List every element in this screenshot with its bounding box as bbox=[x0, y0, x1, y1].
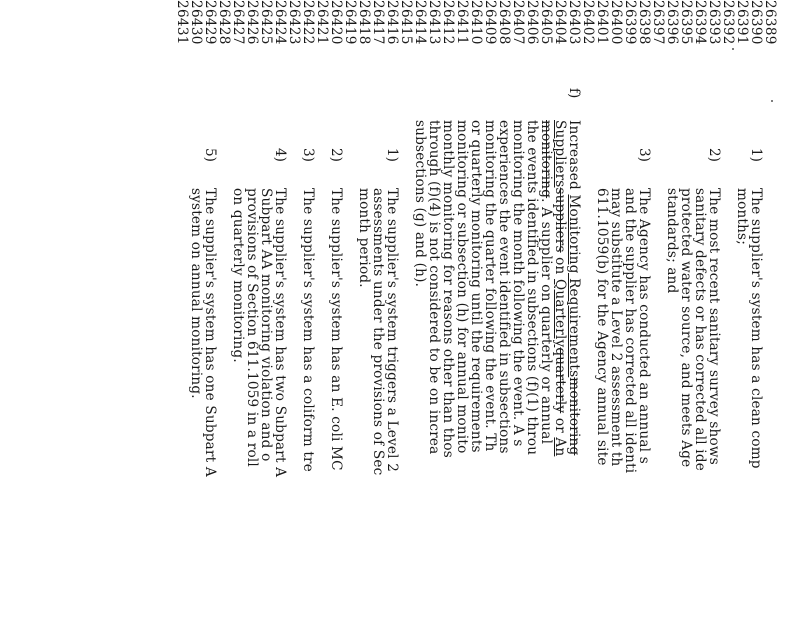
line-number: 26416 bbox=[384, 0, 400, 45]
line-number: 26389 bbox=[762, 0, 778, 45]
section-f-line: monthly monitoring for reasons other than thos bbox=[440, 120, 456, 458]
deleted-text: monitoring bbox=[538, 120, 554, 199]
item-2-line-1: The most recent sanitary survey shows bbox=[706, 188, 722, 465]
line-number: 26395 bbox=[678, 0, 694, 45]
line-number: 26429 bbox=[202, 0, 218, 45]
line-number: 26425 bbox=[258, 0, 274, 45]
subitem-3-line: The supplier's system has a coliform tre bbox=[300, 188, 316, 472]
line-number: 26426 bbox=[244, 0, 260, 45]
inserted-text: Monitoring Requirements bbox=[566, 194, 582, 378]
line-number: 26407 bbox=[510, 0, 526, 45]
subitem-2-label: 2) bbox=[328, 148, 344, 162]
inserted-text: An bbox=[552, 437, 568, 457]
line-number: 26410 bbox=[468, 0, 484, 45]
subitem-4-line: on quarterly monitoring. bbox=[230, 188, 246, 363]
line-number: 26417 bbox=[370, 0, 386, 45]
line-number: 26421 bbox=[314, 0, 330, 45]
subitem-5-line: The supplier's system has one Subpart A bbox=[202, 188, 218, 477]
line-number: 26393 bbox=[706, 0, 722, 45]
item-2-line-2: sanitary defects or has corrected all ide bbox=[692, 188, 708, 472]
line-number: 26414 bbox=[412, 0, 428, 45]
section-f-line: monitoring the month following the event. A s bbox=[510, 120, 526, 447]
section-f-heading bbox=[566, 120, 580, 455]
item-3-line-2: and the supplier has corrected all identi bbox=[622, 188, 638, 474]
subitem-4-label: 4) bbox=[272, 148, 288, 162]
section-f-line: monitoring the quarter following the event. Th bbox=[482, 120, 498, 452]
line-number: 26424 bbox=[272, 0, 288, 45]
line-number: 26401 bbox=[594, 0, 610, 45]
section-f-line-3 bbox=[538, 120, 552, 444]
subitem-1-line: The supplier's system triggers a Level 2 bbox=[384, 188, 400, 473]
deleted-text: suppliers bbox=[552, 187, 568, 253]
plain-text: on bbox=[552, 252, 568, 280]
section-f-line-2 bbox=[552, 120, 566, 456]
deleted-text: quarterly bbox=[552, 347, 568, 414]
subitem-1-line: assessments under the provisions of Sec bbox=[370, 188, 386, 476]
line-number: 26394 bbox=[692, 0, 708, 45]
line-number: 26392 bbox=[720, 0, 736, 45]
item-3-line-3: may substitute a Level 2 assessment th bbox=[608, 188, 624, 467]
line-number: 26398 bbox=[636, 0, 652, 45]
line-number: 26399 bbox=[622, 0, 638, 45]
section-f-line: experiences the event identified in subsections bbox=[496, 120, 512, 454]
line-number: 26415 bbox=[398, 0, 414, 45]
item-1-line-1: The supplier's system has a clean comp bbox=[748, 188, 764, 469]
item-3-label: 3) bbox=[636, 148, 652, 162]
line-number: 26427 bbox=[230, 0, 246, 45]
item-3-line-4: 611.1059(b) for the Agency annual site bbox=[594, 188, 610, 466]
line-number: 26431 bbox=[174, 0, 190, 45]
subitem-4-line: provisions of Section 611.1059 in a roll bbox=[244, 188, 260, 467]
line-number: 26391 bbox=[734, 0, 750, 45]
section-f-label: f) bbox=[566, 88, 582, 99]
subitem-4-line: The supplier's system has two Subpart A bbox=[272, 188, 288, 478]
subitem-5-label: 5) bbox=[202, 148, 218, 162]
item-2-line-4: standards; and bbox=[664, 188, 680, 294]
item-1-line-2: months; bbox=[734, 188, 750, 246]
line-number: 26412 bbox=[440, 0, 456, 45]
line-number: 26402 bbox=[580, 0, 596, 45]
item-2-line-3: protected water source, and meets Age bbox=[678, 188, 694, 468]
subitem-1-label: 1) bbox=[384, 148, 400, 162]
line-number: 26418 bbox=[356, 0, 372, 45]
section-f-line: through (f)(4) is not considered to be on increa bbox=[426, 120, 442, 455]
line-number: 26405 bbox=[538, 0, 554, 45]
line-number: 26400 bbox=[608, 0, 624, 45]
line-number: 26419 bbox=[342, 0, 358, 45]
line-number: 26396 bbox=[664, 0, 680, 45]
section-f-line: subsections (g) and (h). bbox=[412, 120, 428, 288]
section-f-line: monitoring or subsection (h) for annual monito bbox=[454, 120, 470, 454]
plain-text: or bbox=[552, 413, 568, 438]
line-number: 26408 bbox=[496, 0, 512, 45]
deleted-text: monitoring bbox=[566, 377, 582, 456]
line-number: 26428 bbox=[216, 0, 232, 45]
section-f-line: or quarterly monitoring until the requirements bbox=[468, 120, 484, 453]
subitem-2-line: The supplier's system has an E. coli MC bbox=[328, 188, 344, 471]
line-number: 26430 bbox=[188, 0, 204, 45]
line-number: 26390 bbox=[748, 0, 764, 45]
line-number: 26403 bbox=[566, 0, 582, 45]
line-number: 26411 bbox=[454, 0, 470, 45]
inserted-text: Suppliers bbox=[552, 120, 568, 188]
inserted-text: Quarterly bbox=[552, 279, 568, 348]
subitem-5-line: system on annual monitoring. bbox=[188, 188, 204, 399]
subitem-4-line: Subpart AA monitoring violation and o bbox=[258, 188, 274, 462]
heading-text: Increased bbox=[566, 120, 582, 195]
item-3-line-1: The Agency has conducted an annual s bbox=[636, 188, 652, 464]
line-number: 26423 bbox=[286, 0, 302, 45]
plain-text: . A supplier on quarterly or annual bbox=[538, 198, 554, 445]
line-number: 26404 bbox=[552, 0, 568, 45]
section-f-line: the events identified in subsections (f)(1) throu bbox=[524, 120, 540, 456]
line-number: 26413 bbox=[426, 0, 442, 45]
line-number: 26406 bbox=[524, 0, 540, 45]
subitem-3-label: 3) bbox=[300, 148, 316, 162]
line-number: 26397 bbox=[650, 0, 666, 45]
line-number: 26420 bbox=[328, 0, 344, 45]
item-2-label: 2) bbox=[706, 148, 722, 162]
subitem-1-line: month period. bbox=[356, 188, 372, 288]
line-number: 26409 bbox=[482, 0, 498, 45]
item-1-label: 1) bbox=[748, 148, 764, 162]
line-number: 26422 bbox=[300, 0, 316, 45]
